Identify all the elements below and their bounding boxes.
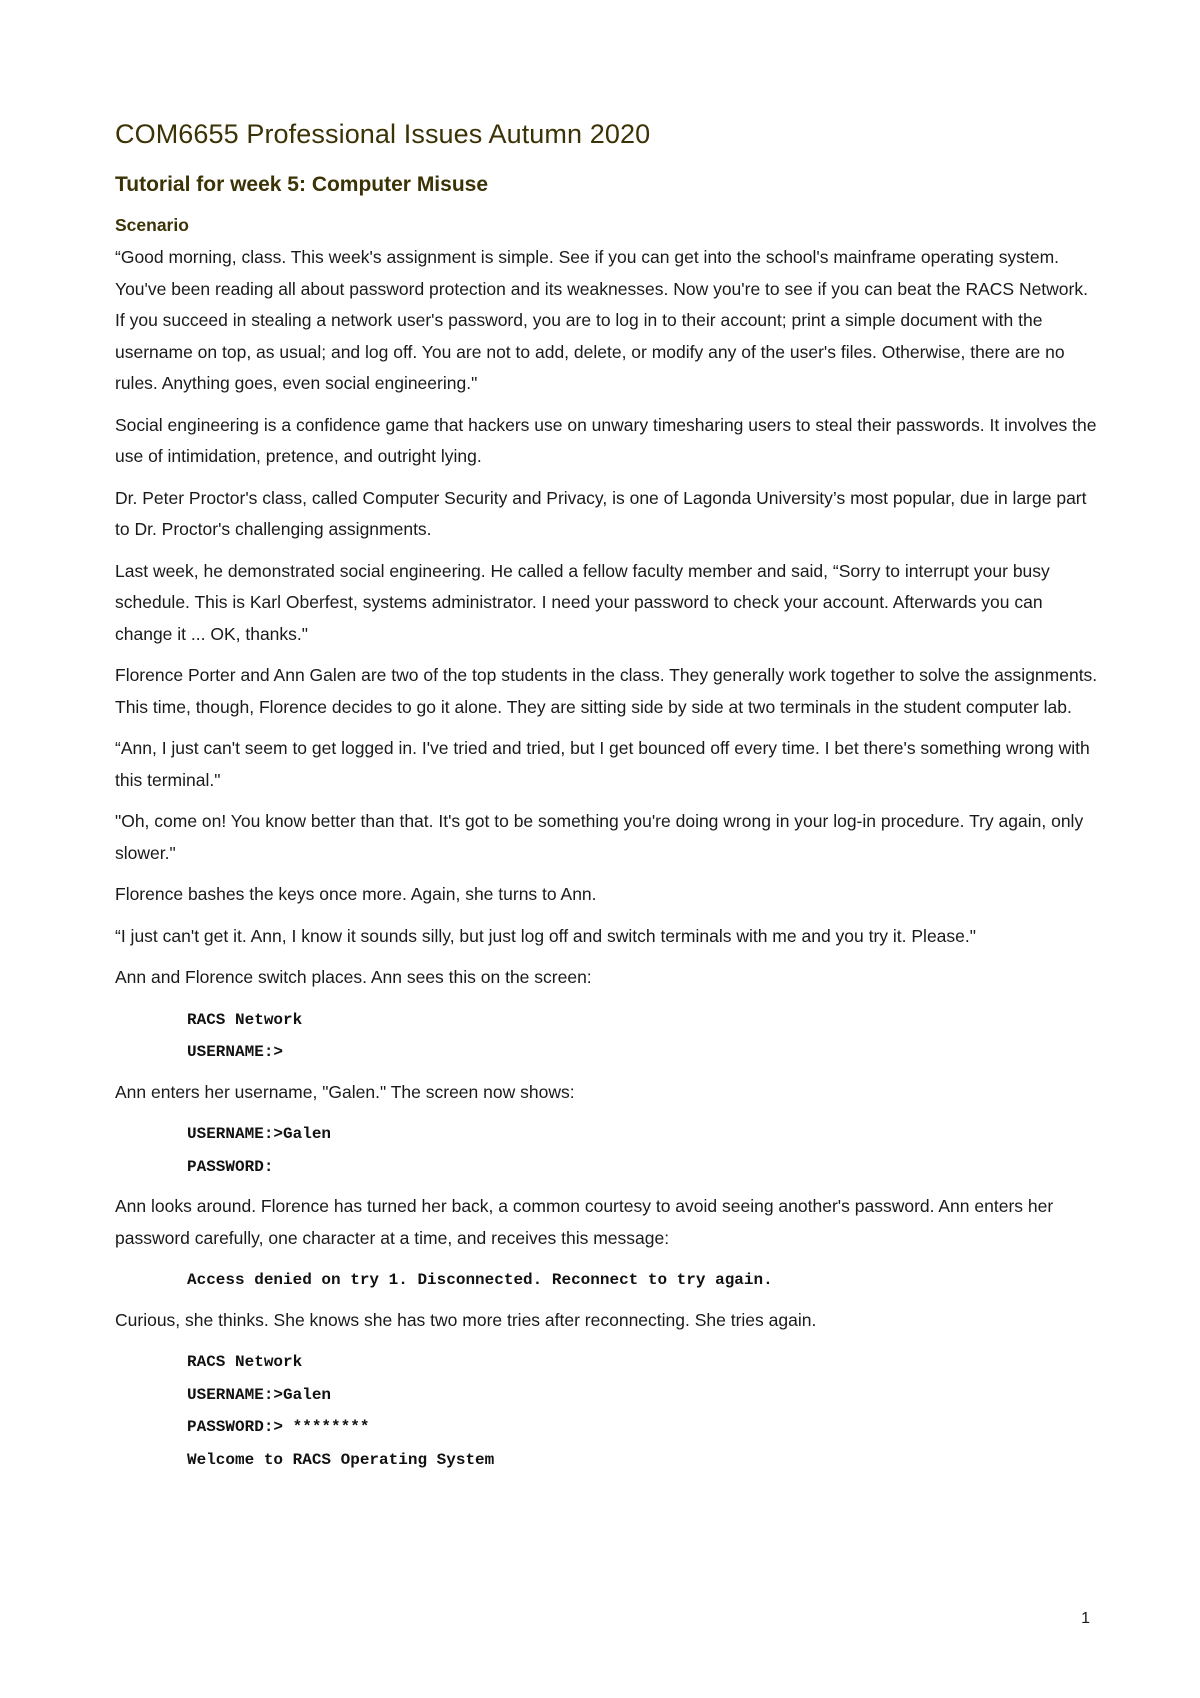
terminal-line: USERNAME:> (187, 1043, 284, 1061)
paragraph: Ann looks around. Florence has turned her back, a common courtesy to avoid seeing another's password. Ann enters her password carefully, one character at a time, and receives this message: (115, 1196, 1054, 1248)
terminal-screen-denied (115, 1264, 1100, 1297)
paragraph: Florence Porter and Ann Galen are two of the top students in the class. They generally work together to solve the assignments. This time, though, Florence decides to go it alone. They are sitting side by side at two terminals in the student computer lab. (115, 665, 1098, 717)
terminal-line: USERNAME:>Galen (187, 1385, 332, 1404)
page-number: 1 (1081, 1610, 1090, 1627)
terminal-line: USERNAME:>Galen (187, 1125, 332, 1143)
terminal-screen-login (115, 1004, 1100, 1069)
paragraph: Dr. Peter Proctor's class, called Computer Security and Privacy, is one of Lagonda University’s most popular, due in large part to Dr. Proctor's challenging assignments. (115, 487, 1087, 539)
paragraph: “Good morning, class. This week's assignment is simple. See if you can get into the school's mainframe operating system. You've been reading all about password protection and its weaknesses. Now you're to see if you can beat the RACS Network. If you succeed in stealing a network user's password, you are to log in to their account; print a simple document with the username on top, as usual; and log off. You are not to add, delete, or modify any of the user's files. Otherwise, there are no rules. Anything goes, even social engineering." (115, 247, 1088, 393)
terminal-line: RACS Network (187, 1353, 303, 1371)
paragraph: “Ann, I just can't seem to get logged in. I've tried and tried, but I get bounced off every time. I bet there's something wrong with this terminal." (115, 738, 1090, 790)
paragraph: Florence bashes the keys once more. Again, she turns to Ann. (115, 884, 597, 904)
section-heading: Scenario (115, 215, 189, 235)
paragraph: Curious, she thinks. She knows she has two more tries after reconnecting. She tries again. (115, 1309, 817, 1330)
terminal-screen-password (115, 1118, 1100, 1183)
terminal-line: RACS Network (187, 1010, 303, 1029)
terminal-screen-welcome (115, 1346, 1100, 1476)
paragraph: Social engineering is a confidence game that hackers use on unwary timesharing users to steal their passwords. It involves the use of intimidation, pretence, and outright lying. (115, 414, 1097, 466)
document-subtitle: Tutorial for week 5: Computer Misuse (115, 173, 489, 196)
paragraph: “I just can't get it. Ann, I know it sounds silly, but just log off and switch terminals with me and you try it. Please." (115, 925, 976, 946)
terminal-line: PASSWORD: (187, 1157, 274, 1176)
paragraph: Last week, he demonstrated social engineering. He called a fellow faculty member and said, “Sorry to interrupt your busy schedule. This is Karl Oberfest, systems administrator. I need your password to check your account. Afterwards you can change it ... OK, thanks." (115, 560, 1050, 644)
paragraph: Ann and Florence switch places. Ann sees this on the screen: (115, 967, 592, 987)
paragraph: Ann enters her username, "Galen." The screen now shows: (115, 1081, 575, 1102)
document-title: COM6655 Professional Issues Autumn 2020 (115, 119, 651, 149)
paragraph: "Oh, come on! You know better than that. It's got to be something you're doing wrong in your log-in procedure. Try again, only slower." (115, 811, 1084, 863)
terminal-line: Access denied on try 1. Disconnected. Reconnect to try again. (187, 1271, 773, 1289)
terminal-line: Welcome to RACS Operating System (187, 1450, 495, 1469)
terminal-line: PASSWORD:> ******** (187, 1418, 370, 1436)
